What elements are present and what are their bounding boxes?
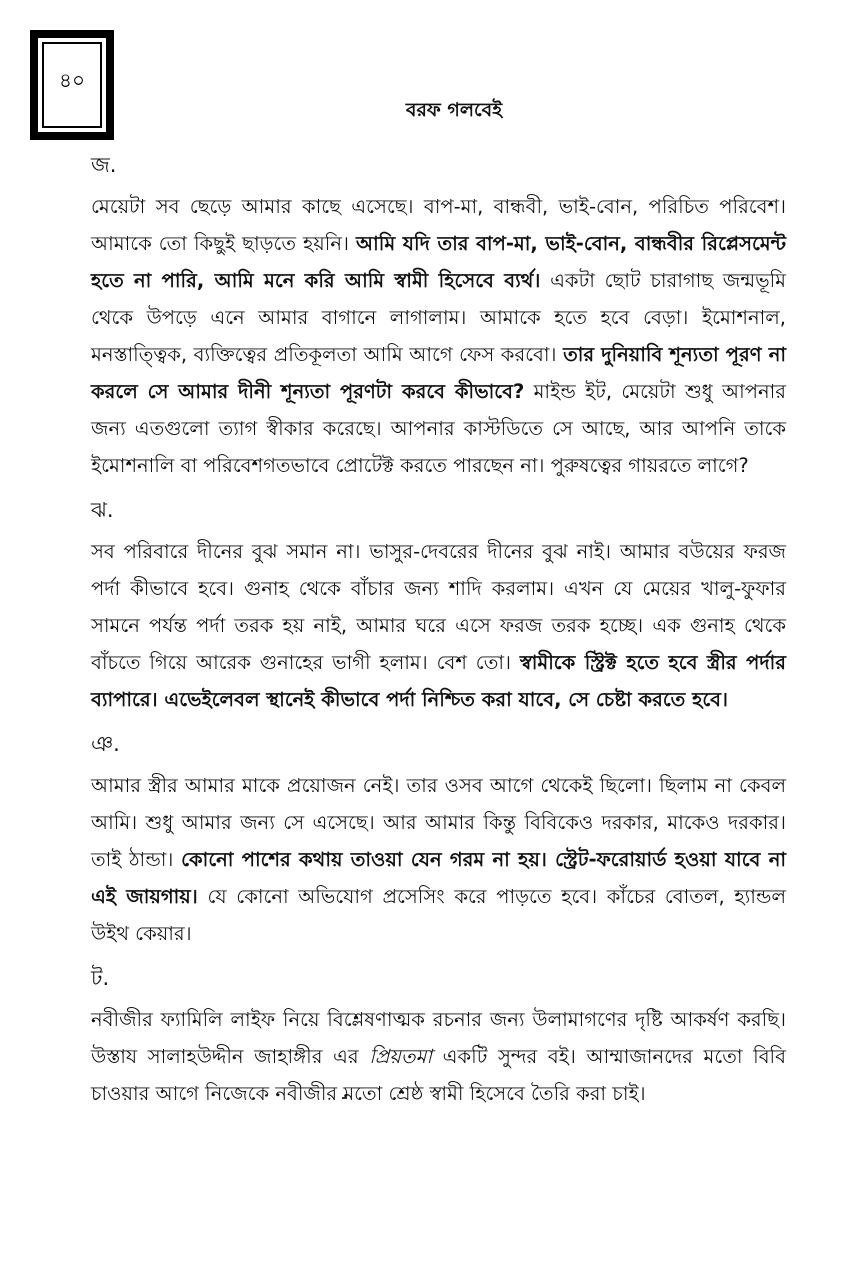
- section-jha: [91, 493, 786, 718]
- text-run: যে কোনো অভিযোগ প্রসেসিং করে পাড়তে হবে। কাঁচের বোতল, হ্যান্ডল উইথ কেয়ার।: [91, 885, 786, 945]
- body-text: [91, 148, 786, 1121]
- bold-text-run: তার দুনিয়াবি শূন্যতা পূরণ না করলে সে আমার দীনী শূন্যতা পূরণটা করবে কীভাবে?: [91, 343, 787, 403]
- text-run: একটি সুন্দর বই। আম্মাজানদের মতো বিবি চাওয়ার আগে নিজেকে নবীজীর মতো শ্রেষ্ঠ স্বামী হিসেবে তৈরি করা চাই।: [91, 1045, 786, 1105]
- paragraph: [91, 533, 786, 718]
- bold-text-run: স্বামীকে স্ট্রিক্ট হতে হবে স্ত্রীর পর্দার ব্যাপারে। এভেইলেবল স্থানেই কীভাবে পর্দা নিশ্চিত করা যাবে, সে চেষ্টা করতে হবে।: [91, 651, 786, 711]
- paragraph: [91, 1001, 786, 1112]
- running-title: বরফ গলবেই: [405, 99, 503, 121]
- section-label: ঝ.: [91, 498, 114, 522]
- text-run: নবীজীর ফ্যামিলি লাইফ নিয়ে বিশ্লেষণাত্মক রচনার জন্য উলামাগণের দৃষ্টি আকর্ষণ করছি। উস্তায সালাহউদ্দীন জাহাঙ্গীর এর: [91, 1008, 786, 1068]
- section-label: ঞ.: [91, 732, 120, 756]
- section-nya: [91, 727, 786, 952]
- bold-text-run: আমি যদি তার বাপ-মা, ভাই-বোন, বান্ধবীর রিপ্লেসমেন্ট হতে না পারি, আমি মনে করি আমি স্বামী হিসেবে ব্যর্থ।: [91, 232, 786, 292]
- section-ja: [91, 148, 786, 484]
- text-run: আমার স্ত্রীর আমার মাকে প্রয়োজন নেই। তার ওসব আগে থেকেই ছিলো। ছিলাম না কেবল আমি। শুধু আমার জন্য সে এসেছে। আর আমার কিন্তু বিবিকেও দরকার, মাকেও দরকার। তাই ঠান্ডা।: [91, 774, 786, 871]
- text-run: মেয়েটা সব ছেড়ে আমার কাছে এসেছে। বাপ-মা, বান্ধবী, ভাই-বোন, পরিচিত পরিবেশ। আমাকে তো কিছুই ছাড়তে হয়নি।: [91, 195, 786, 255]
- text-run: মাইন্ড ইট, মেয়েটা শুধু আপনার জন্য এতগুলো ত্যাগ স্বীকার করেছে। আপনার কাস্টডিতে সে আছে, আর আপনি তাকে ইমোশনালি বা পরিবেশগতভাবে প্রোটেক্ট করতে পারছেন না। পুরুষত্বের গায়রতে লাগে?: [91, 380, 786, 477]
- bold-text-run: কোনো পাশের কথায় তাওয়া যেন গরম না হয়। স্ট্রেট-ফরোয়ার্ড হওয়া যাবে না এই জায়গায়।: [91, 848, 786, 908]
- text-run: একটা ছোট চারাগাছ জন্মভূমি থেকে উপড়ে এনে আমার বাগানে লাগালাম। আমাকে হতে হবে বেড়া। ইমোশনাল, মনস্তাত্ত্বিক, ব্যক্তিত্বের প্রতিকূলতা আমি আগে ফেস করবো।: [91, 269, 787, 366]
- section-label: ট.: [91, 966, 110, 990]
- section-label: জ.: [91, 153, 117, 177]
- section-ta: [91, 961, 786, 1112]
- page-number: ৪০: [38, 38, 106, 132]
- book-title: প্রিয়তমা: [369, 1045, 433, 1068]
- paragraph: [91, 767, 786, 952]
- text-run: সব পরিবারে দীনের বুঝ সমান না। ভাসুর-দেবরের দীনের বুঝ নাই। আমার বউয়ের ফরজ পর্দা কীভাবে হবে। গুনাহ থেকে বাঁচার জন্য শাদি করলাম। এখন যে মেয়ের খালু-ফুফার সামনে পর্যন্ত পর্দা তরক হয় নাই, আমার ঘরে এসে ফরজ তরক হচ্ছে। এক গুনাহ থেকে বাঁচতে গিয়ে আরেক গুনাহের ভাগী হলাম। বেশ তো।: [91, 540, 786, 674]
- paragraph: [91, 188, 786, 484]
